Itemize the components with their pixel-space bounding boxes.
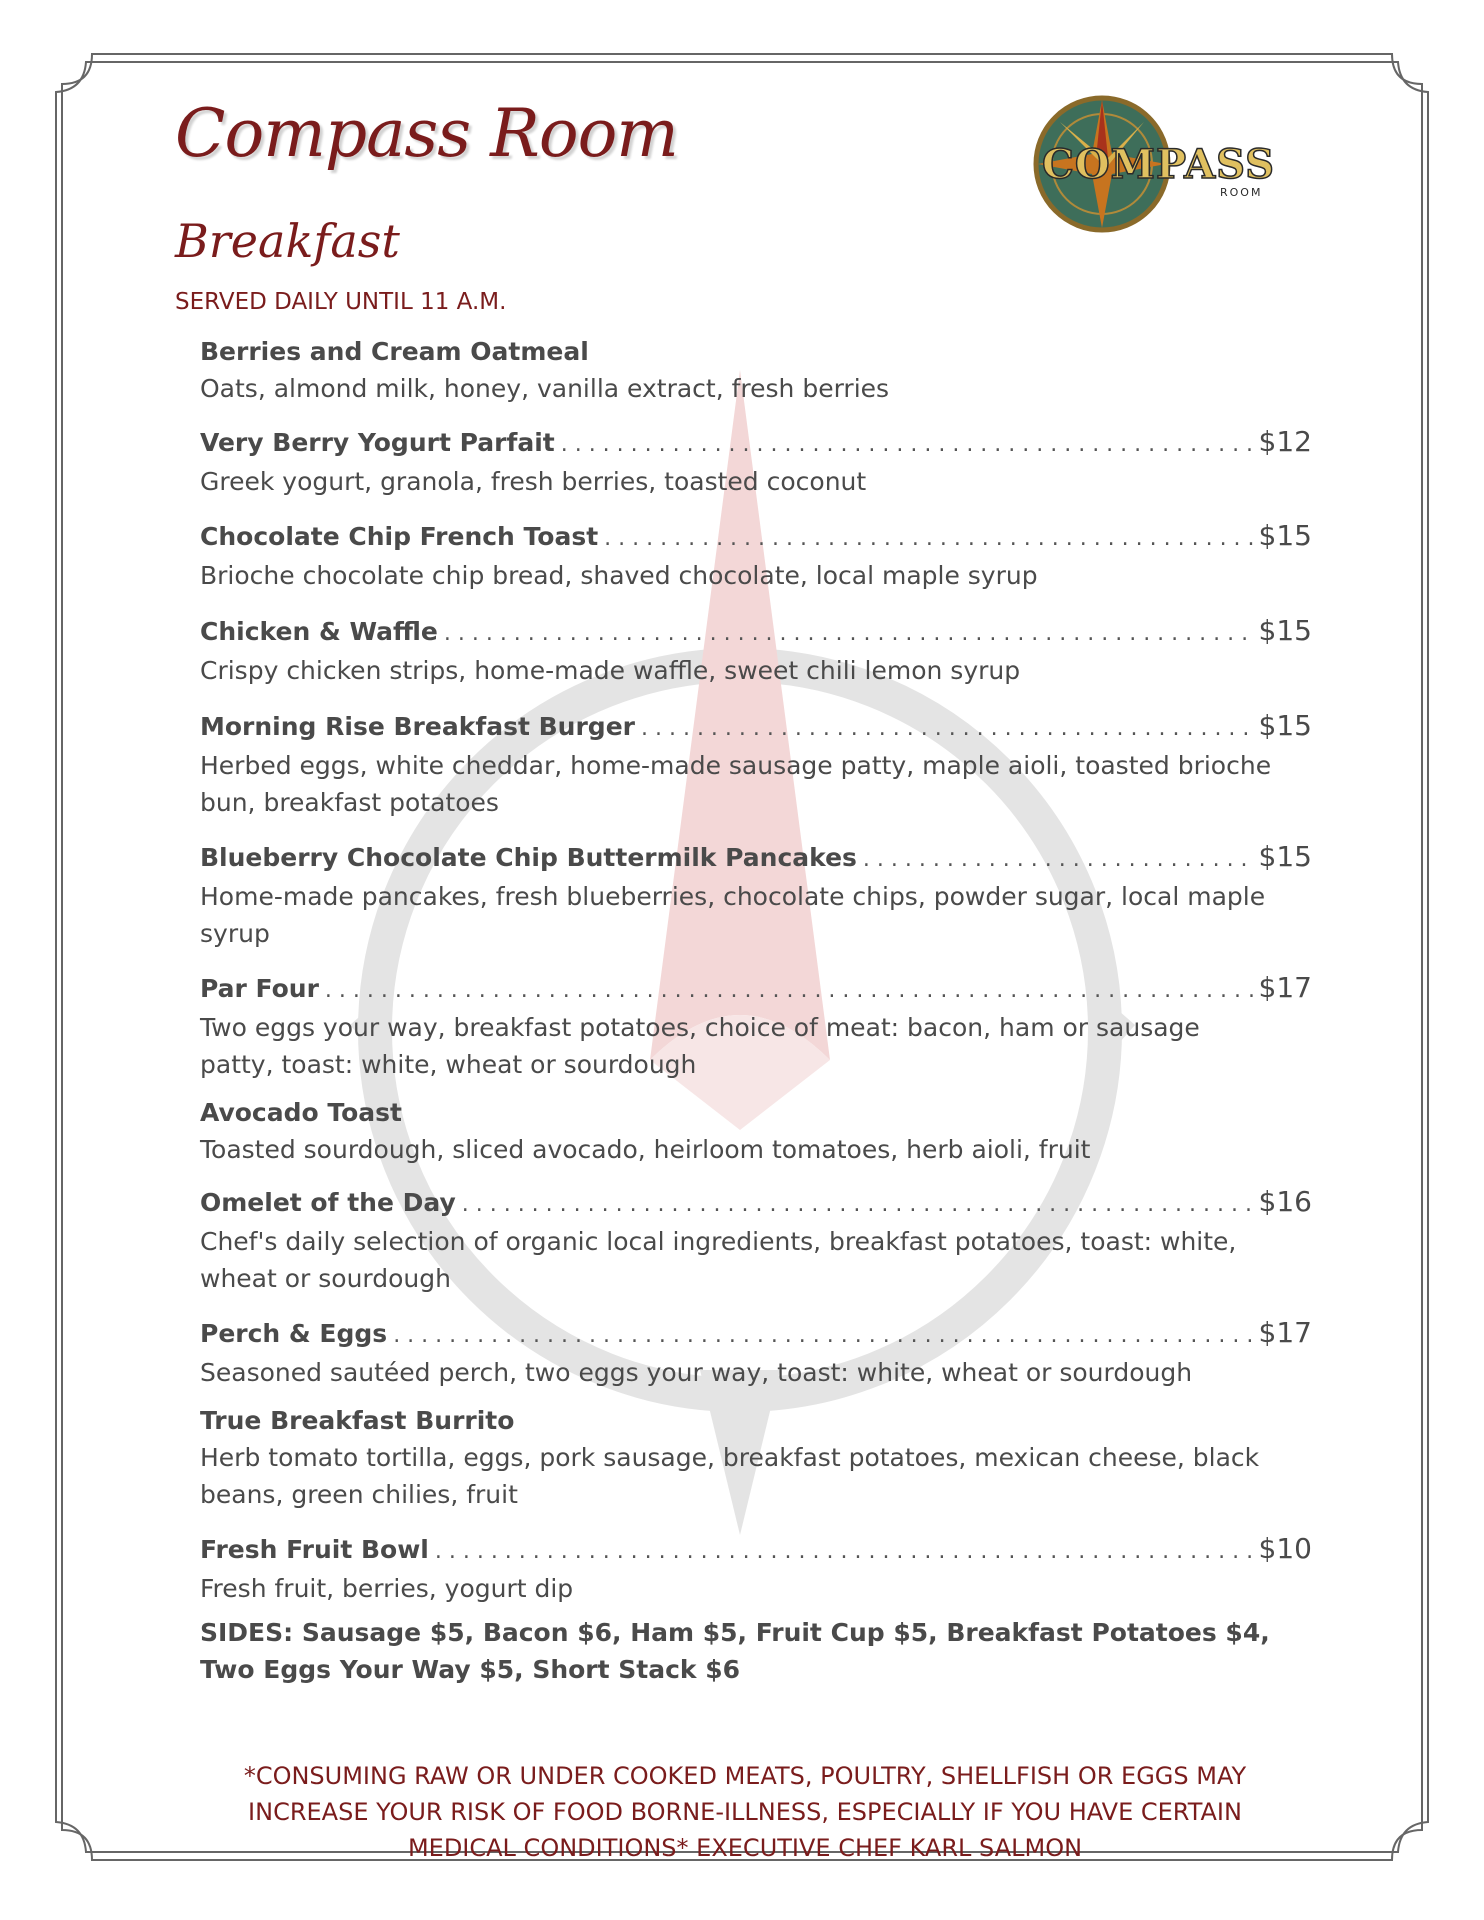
item-description: Chef's daily selection of organic local ingredients, breakfast potatoes, toast: white, wheat or sourdough <box>200 1227 1237 1293</box>
item-price: $15 <box>1258 519 1312 552</box>
item-name: Morning Rise Breakfast Burger <box>200 712 635 741</box>
item-price: $15 <box>1258 709 1312 742</box>
leader-dots <box>863 842 1253 878</box>
item-name: Chocolate Chip French Toast <box>200 522 599 551</box>
item-description: Herbed eggs, white cheddar, home-made sausage patty, maple aioli, toasted brioche bun, breakfast potatoes <box>200 751 1272 817</box>
menu-item <box>200 839 1312 952</box>
item-name: Chicken & Waffle <box>200 617 438 646</box>
item-description: Home-made pancakes, fresh blueberries, chocolate chips, powder sugar, local maple syrup <box>200 882 1266 948</box>
item-price: $12 <box>1258 425 1312 458</box>
item-name: Berries and Cream Oatmeal <box>200 337 589 366</box>
item-description: Seasoned sautéed perch, two eggs your way, toast: white, wheat or sourdough <box>200 1358 1193 1387</box>
menu-item <box>200 613 1312 689</box>
item-name: Par Four <box>200 974 319 1003</box>
section-title: Breakfast <box>175 214 400 268</box>
item-price: $15 <box>1258 840 1312 873</box>
item-name: Blueberry Chocolate Chip Buttermilk Pancakes <box>200 843 857 872</box>
leader-dots <box>393 1318 1252 1354</box>
item-name: Avocado Toast <box>200 1098 403 1127</box>
item-name: Fresh Fruit Bowl <box>200 1535 429 1564</box>
item-description: Herb tomato tortilla, eggs, pork sausage, breakfast potatoes, mexican cheese, black beans, green chilies, fruit <box>200 1443 1260 1509</box>
menu-item <box>200 518 1312 594</box>
item-name: Omelet of the Day <box>200 1188 456 1217</box>
item-description: Crispy chicken strips, home-made waffle, sweet chili lemon syrup <box>200 656 1021 685</box>
menu-item <box>200 334 1312 407</box>
item-description: Two eggs your way, breakfast potatoes, choice of meat: bacon, ham or sausage patty, toast: white, wheat or sourdough <box>200 1013 1200 1079</box>
leader-dots <box>462 1187 1253 1223</box>
item-name: Very Berry Yogurt Parfait <box>200 428 555 457</box>
item-price: $17 <box>1258 971 1312 1004</box>
leader-dots <box>604 521 1252 557</box>
item-description: Oats, almond milk, honey, vanilla extract, fresh berries <box>200 374 890 403</box>
leader-dots <box>641 711 1253 747</box>
leader-dots <box>561 427 1253 463</box>
item-description: Toasted sourdough, sliced avocado, heirloom tomatoes, herb aioli, fruit <box>200 1135 1091 1164</box>
menu-item <box>200 1095 1312 1168</box>
sides-list: SIDES: Sausage $5, Bacon $6, Ham $5, Fruit Cup $5, Breakfast Potatoes $4, Two Eggs Your Way $5, Short Stack $6 <box>200 1618 1270 1684</box>
item-description: Greek yogurt, granola, fresh berries, toasted coconut <box>200 467 867 496</box>
leader-dots <box>435 1534 1253 1570</box>
leader-dots <box>444 616 1253 652</box>
logo-text: COMPASS <box>1042 141 1276 188</box>
health-warning: *CONSUMING RAW OR UNDER COOKED MEATS, POULTRY, SHELLFISH OR EGGS MAY INCREASE YOUR RISK OF FOOD BORNE-ILLNESS, ESPECIALLY IF YOU HAVE CERTAIN MEDICAL CONDITIONS* EXECUTIVE CHEF KARL SALMON <box>243 1762 1247 1862</box>
logo-subtext: ROOM <box>1220 186 1263 199</box>
menu-item <box>200 1403 1312 1513</box>
menu-items <box>200 334 1312 1607</box>
restaurant-title: Compass Room <box>175 95 678 172</box>
menu-item <box>200 1315 1312 1391</box>
item-name: True Breakfast Burrito <box>200 1406 515 1435</box>
item-price: $17 <box>1258 1316 1312 1349</box>
item-description: Brioche chocolate chip bread, shaved chocolate, local maple syrup <box>200 561 1038 590</box>
menu-item <box>200 424 1312 500</box>
menu-item <box>200 1184 1312 1297</box>
menu-item <box>200 1531 1312 1607</box>
served-note: SERVED DAILY UNTIL 11 A.M. <box>175 289 507 315</box>
item-description: Fresh fruit, berries, yogurt dip <box>200 1574 574 1603</box>
item-price: $15 <box>1258 614 1312 647</box>
item-name: Perch & Eggs <box>200 1319 388 1348</box>
menu-item <box>200 970 1312 1083</box>
leader-dots <box>325 973 1253 1009</box>
menu-item <box>200 708 1312 821</box>
item-price: $10 <box>1258 1532 1312 1565</box>
item-price: $16 <box>1258 1185 1312 1218</box>
compass-room-logo <box>1030 92 1320 236</box>
